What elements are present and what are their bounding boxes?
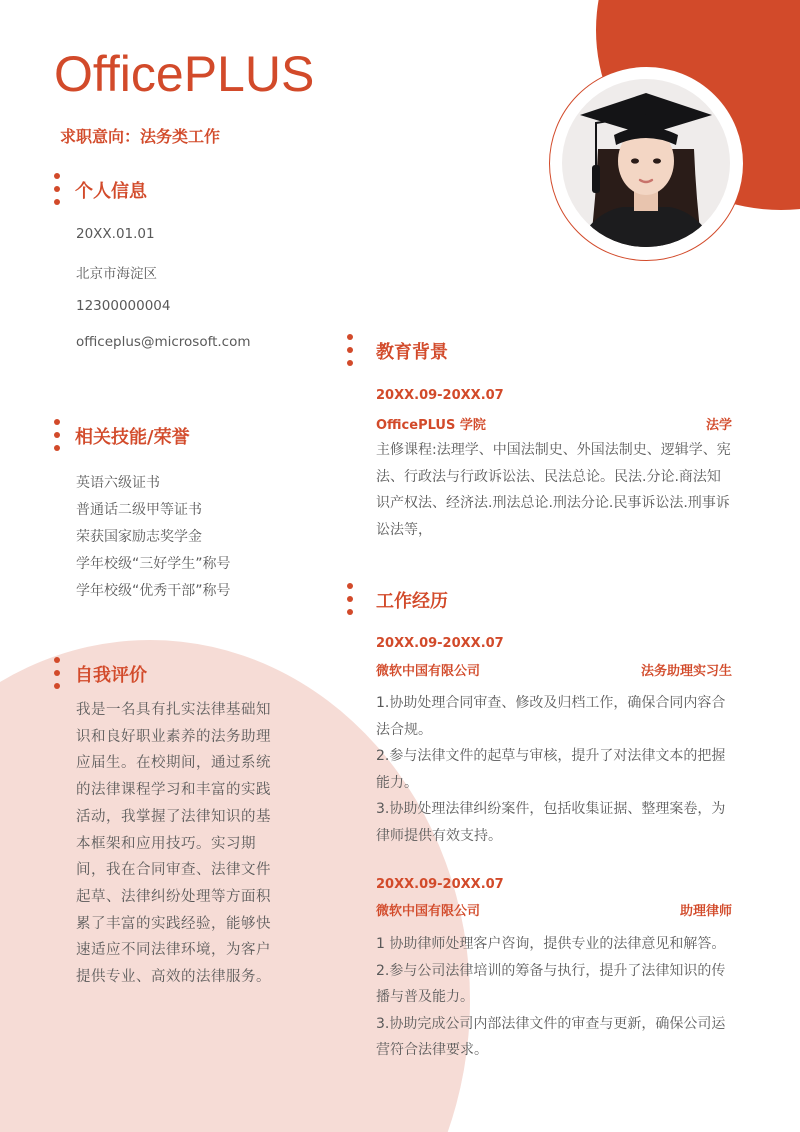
email-address[interactable]: officeplus@microsoft.com bbox=[76, 334, 251, 350]
profile-photo bbox=[562, 79, 730, 247]
photo-frame bbox=[549, 66, 744, 261]
education-description bbox=[376, 437, 732, 543]
job-duties bbox=[376, 931, 732, 1064]
graduate-portrait-icon bbox=[562, 79, 730, 247]
brand-title: OfficePLUS bbox=[54, 46, 315, 102]
section-title: 工作经历 bbox=[376, 591, 448, 612]
section-dots-icon bbox=[346, 334, 354, 366]
course-list: 主修课程:法理学、中国法制史、外国法制史、逻辑学、宪法、行政法与行政诉讼法、民法总论。民法.分论.商法知识产权法、经济法.刑法总论.刑法分论.民事诉讼法.刑事诉讼法等， bbox=[376, 442, 731, 538]
major-name: 法学 bbox=[705, 418, 732, 433]
duty-item: 2.参与法律文件的起草与审核，提升了对法律文本的把握能力。 bbox=[376, 748, 726, 791]
job-row bbox=[376, 660, 732, 680]
birth-date: 20XX.01.01 bbox=[76, 226, 155, 242]
job-date: 20XX.09-20XX.07 bbox=[376, 636, 504, 651]
job-duties bbox=[376, 690, 732, 849]
self-evaluation-text: 我是一名具有扎实法律基础知识和良好职业素养的法务助理应届生。在校期间，通过系统的法律课程学习和丰富的实践活动，我掌握了法律知识的基本框架和应用技巧。实习期间，我在合同审查、法律文件起草、法律纠纷处理等方面积累了丰富的实践经验，能够快速适应不同法律环境，为客户提供专业、高效的法律服务。 bbox=[76, 702, 271, 986]
job-position: 助理律师 bbox=[679, 904, 732, 919]
skill-item: 学年校级“三好学生”称号 bbox=[76, 556, 231, 572]
company-name: 微软中国有限公司 bbox=[376, 664, 481, 679]
location: 北京市海淀区 bbox=[76, 266, 157, 282]
skill-item: 英语六级证书 bbox=[76, 475, 160, 491]
duty-item: 1 协助律师处理客户咨询，提供专业的法律意见和解答。 bbox=[376, 936, 726, 952]
section-dots-icon bbox=[53, 419, 61, 451]
duty-item: 3.协助完成公司内部法律文件的审查与更新，确保公司运营符合法律要求。 bbox=[376, 1015, 726, 1058]
duty-item: 1.协助处理合同审查、修改及归档工作，确保合同内容合法合规。 bbox=[376, 695, 726, 738]
section-title: 相关技能/荣誉 bbox=[75, 427, 190, 448]
section-dots-icon bbox=[53, 657, 61, 689]
company-name: 微软中国有限公司 bbox=[376, 904, 481, 919]
section-dots-icon bbox=[346, 583, 354, 615]
section-title: 教育背景 bbox=[376, 342, 448, 363]
education-row bbox=[376, 414, 732, 434]
duty-item: 3.协助处理法律纠纷案件，包括收集证据、整理案卷，为律师提供有效支持。 bbox=[376, 801, 726, 844]
job-row bbox=[376, 900, 732, 920]
phone-number: 12300000004 bbox=[76, 298, 171, 314]
duty-item: 2.参与公司法律培训的筹备与执行，提升了法律知识的传播与普及能力。 bbox=[376, 962, 726, 1005]
section-title: 个人信息 bbox=[75, 181, 147, 202]
job-position: 法务助理实习生 bbox=[640, 664, 732, 679]
section-dots-icon bbox=[53, 173, 61, 205]
school-name: OfficePLUS 学院 bbox=[376, 418, 486, 433]
skill-item: 普通话二级甲等证书 bbox=[76, 502, 202, 518]
job-date: 20XX.09-20XX.07 bbox=[376, 877, 504, 892]
job-objective: 求职意向：法务类工作 bbox=[60, 127, 221, 146]
skill-item: 学年校级“优秀干部”称号 bbox=[76, 583, 231, 599]
section-title: 自我评价 bbox=[75, 665, 147, 686]
education-date: 20XX.09-20XX.07 bbox=[376, 388, 504, 403]
skill-item: 荣获国家励志奖学金 bbox=[76, 529, 202, 545]
